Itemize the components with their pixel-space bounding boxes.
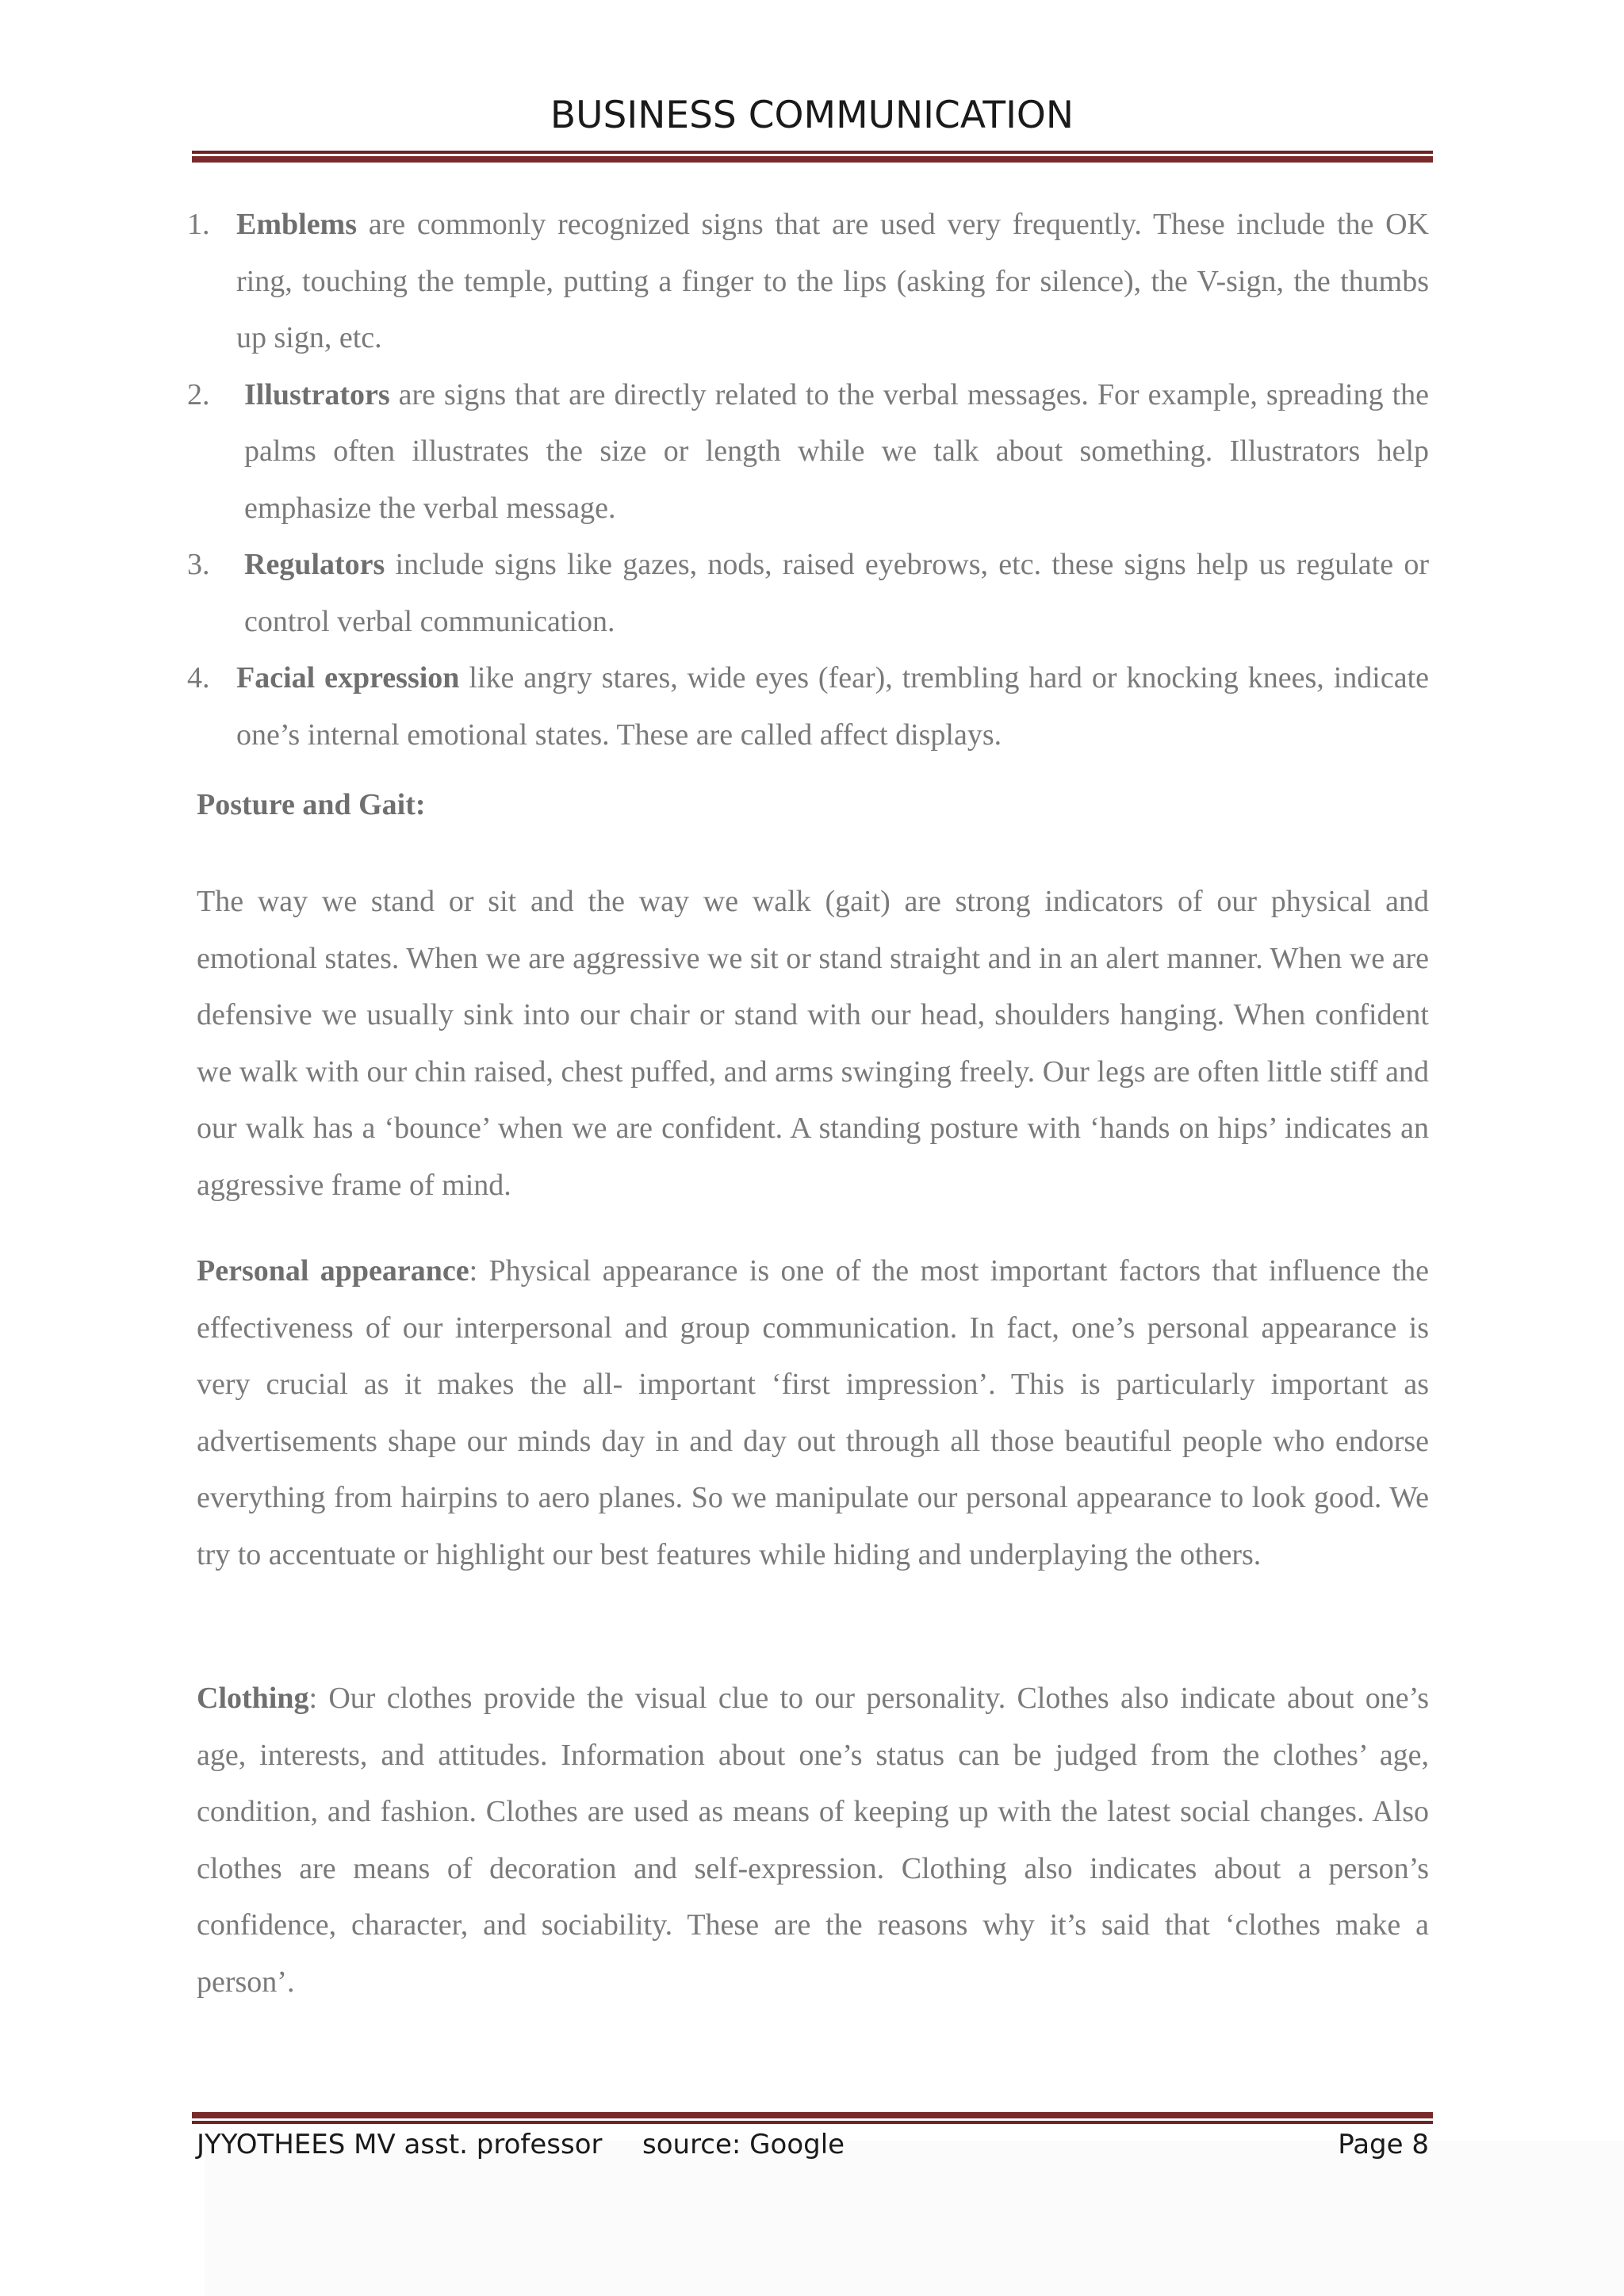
list-item [182, 197, 1429, 367]
list-item-text: are signs that are directly related to the verbal messages. For example, spreading the palms often illustrates the size or length while we talk about something. Illustrators help emphasize the verbal message. [244, 377, 1429, 525]
footer-rule [192, 2112, 1433, 2124]
footer-source: source: Google [642, 2129, 845, 2160]
list-item-term: Regulators [244, 548, 385, 581]
list-item-term: Facial expression [236, 661, 460, 695]
posture-paragraph: The way we stand or sit and the way we walk (gait) are strong indicators of our physical and emotional states. When we are aggressive we sit or stand straight and in an alert manner. When we are defensive we usually sink into our chair or stand with our head, shoulders hanging. When confident we walk with our chin raised, chest puffed, and arms swinging freely. Our legs are often little stiff and our walk has a ‘bounce’ when we are confident. A standing posture with ‘hands on hips’ indicates an aggressive frame of mind. [197, 885, 1429, 1202]
nonverbal-signs-list [182, 197, 1429, 763]
header-rule [192, 151, 1433, 163]
list-item-text: include signs like gazes, nods, raised eyebrows, etc. these signs help us regulate or control verbal communication. [244, 548, 1429, 638]
list-item-number: 2. [187, 377, 210, 411]
clothing-text: : Our clothes provide the visual clue to our personality. Clothes also indicate about one’s age, interests, and attitudes. Information about one’s status can be judged from the clothes’ age, condition, and fashion. Clothes are used as means of keeping up with the latest social changes. Also clothes are means of decoration and self-expression. Clothing also indicates about a person’s confidence, character, and sociability. These are the reasons why it’s said that ‘clothes make a person’. [197, 1682, 1429, 1999]
list-item-term: Emblems [236, 208, 357, 241]
list-item [182, 537, 1429, 650]
appearance-text: : Physical appearance is one of the most important factors that influence the effectiveness of our interpersonal and group communication. In fact, one’s personal appearance is very crucial as it makes the all- important ‘first impression’. This is particularly important as advertisements shape our minds day in and day out through all those beautiful people who endorse everything from hairpins to aero planes. So we manipulate our personal appearance to look good. We try to accentuate or highlight our best features while hiding and underplaying the others. [197, 1254, 1429, 1571]
appearance-term: Personal appearance [197, 1254, 469, 1288]
page-background-shade [205, 2141, 1624, 2296]
list-item-number: 1. [187, 208, 210, 241]
appearance-paragraph [197, 1243, 1429, 1583]
list-item [182, 650, 1429, 763]
page-header-title: BUSINESS COMMUNICATION [550, 94, 1074, 137]
list-item-text: are commonly recognized signs that are used very frequently. These include the OK ring, touching the temple, putting a finger to the lips (asking for silence), the V-sign, the thumbs up sign, etc. [236, 208, 1429, 354]
list-item-term: Illustrators [244, 377, 390, 411]
list-item-text: like angry stares, wide eyes (fear), trembling hard or knocking knees, indicate one’s internal emotional states. These are called affect displays. [236, 661, 1429, 752]
footer-page-number: Page 8 [1338, 2129, 1429, 2160]
clothing-paragraph [197, 1670, 1429, 2011]
list-item-number: 4. [187, 661, 210, 695]
posture-heading: Posture and Gait: [197, 788, 426, 821]
list-item-number: 3. [187, 548, 210, 581]
list-item [182, 367, 1429, 538]
footer-author: JYYOTHEES MV asst. professor [197, 2129, 603, 2160]
clothing-term: Clothing [197, 1682, 309, 1715]
